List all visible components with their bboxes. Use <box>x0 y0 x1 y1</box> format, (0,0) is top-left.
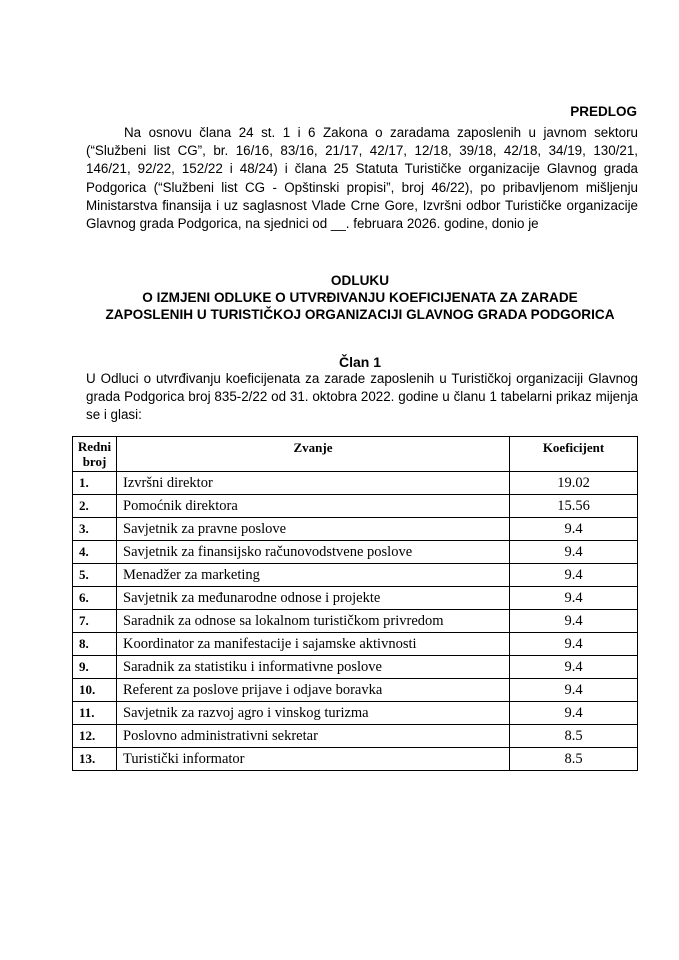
row-title: Pomoćnik direktora <box>117 495 510 518</box>
row-number: 4. <box>73 541 117 564</box>
row-title: Saradnik za statistiku i informativne poslove <box>117 656 510 679</box>
row-number: 7. <box>73 610 117 633</box>
table-row <box>73 587 638 610</box>
article-heading: Član 1 <box>338 354 381 370</box>
row-title: Savjetnik za razvoj agro i vinskog turizma <box>117 702 510 725</box>
row-number: 5. <box>73 564 117 587</box>
table-row <box>73 748 638 771</box>
header-title: Zvanje <box>117 437 510 472</box>
row-title: Savjetnik za pravne poslove <box>117 518 510 541</box>
coefficients-table <box>72 436 638 771</box>
title-line-2: O IZMJENI ODLUKE O UTVRĐIVANJU KOEFICIJENATA ZA ZARADE <box>142 290 578 305</box>
row-coefficient: 9.4 <box>510 656 638 679</box>
row-title: Savjetnik za međunarodne odnose i projekte <box>117 587 510 610</box>
row-number: 13. <box>73 748 117 771</box>
header-number: Redni broj <box>73 437 117 472</box>
table-row <box>73 656 638 679</box>
table-row <box>73 472 638 495</box>
row-coefficient: 9.4 <box>510 702 638 725</box>
row-title: Menadžer za marketing <box>117 564 510 587</box>
decision-title <box>60 272 660 323</box>
row-number: 2. <box>73 495 117 518</box>
table-row <box>73 564 638 587</box>
proposal-label: PREDLOG <box>570 104 637 119</box>
row-coefficient: 9.4 <box>510 679 638 702</box>
row-number: 10. <box>73 679 117 702</box>
row-coefficient: 9.4 <box>510 564 638 587</box>
row-title: Koordinator za manifestacije i sajamske aktivnosti <box>117 633 510 656</box>
row-title: Izvršni direktor <box>117 472 510 495</box>
row-number: 11. <box>73 702 117 725</box>
row-coefficient: 19.02 <box>510 472 638 495</box>
table-row <box>73 702 638 725</box>
row-coefficient: 9.4 <box>510 610 638 633</box>
table-row <box>73 679 638 702</box>
row-title: Poslovno administrativni sekretar <box>117 725 510 748</box>
row-number: 8. <box>73 633 117 656</box>
header-coefficient: Koeficijent <box>510 437 638 472</box>
table-row <box>73 495 638 518</box>
article-text: U Odluci o utvrđivanju koeficijenata za zarade zaposlenih u Turističkoj organizaciji Glavnog grada Podgorica broj 835-2/22 od 31. oktobra 2022. godine u članu 1 tabelarni prikaz mijenja se i glasi: <box>86 371 638 423</box>
intro-paragraph: Na osnovu člana 24 st. 1 i 6 Zakona o zaradama zaposlenih u javnom sektoru (“Službeni list CG”, br. 16/16, 83/16, 21/17, 42/17, 12/18, 39/18, 42/18, 34/19, 130/21, 146/21, 92/22, 152/22 i 48/24) i člana 25 Statuta Turističke organizacije Glavnog grada Podgorica (“Službeni list CG - Opštinski propisi”, broj 46/22), po pribavljenom mišljenju Ministarstva finansija i uz saglasnost Vlade Crne Gore, Izvršni odbor Turističke organizacije Glavnog grada Podgorica, na sjednici od __. februara 2026. godine, donio je <box>86 125 638 232</box>
row-coefficient: 9.4 <box>510 633 638 656</box>
row-number: 12. <box>73 725 117 748</box>
row-coefficient: 9.4 <box>510 587 638 610</box>
row-title: Savjetnik za finansijsko računovodstvene poslove <box>117 541 510 564</box>
table-row <box>73 518 638 541</box>
table-row <box>73 541 638 564</box>
row-number: 3. <box>73 518 117 541</box>
row-title: Referent za poslove prijave i odjave boravka <box>117 679 510 702</box>
row-number: 1. <box>73 472 117 495</box>
row-coefficient: 8.5 <box>510 748 638 771</box>
row-coefficient: 9.4 <box>510 541 638 564</box>
row-coefficient: 15.56 <box>510 495 638 518</box>
row-number: 6. <box>73 587 117 610</box>
row-title: Saradnik za odnose sa lokalnom turističkom privredom <box>117 610 510 633</box>
title-line-1: ODLUKU <box>330 273 390 288</box>
table-row <box>73 610 638 633</box>
row-coefficient: 8.5 <box>510 725 638 748</box>
title-line-3: ZAPOSLENIH U TURISTIČKOJ ORGANIZACIJI GLAVNOG GRADA PODGORICA <box>105 307 615 322</box>
row-title: Turistički informator <box>117 748 510 771</box>
table-row <box>73 725 638 748</box>
row-number: 9. <box>73 656 117 679</box>
table-row <box>73 633 638 656</box>
row-coefficient: 9.4 <box>510 518 638 541</box>
